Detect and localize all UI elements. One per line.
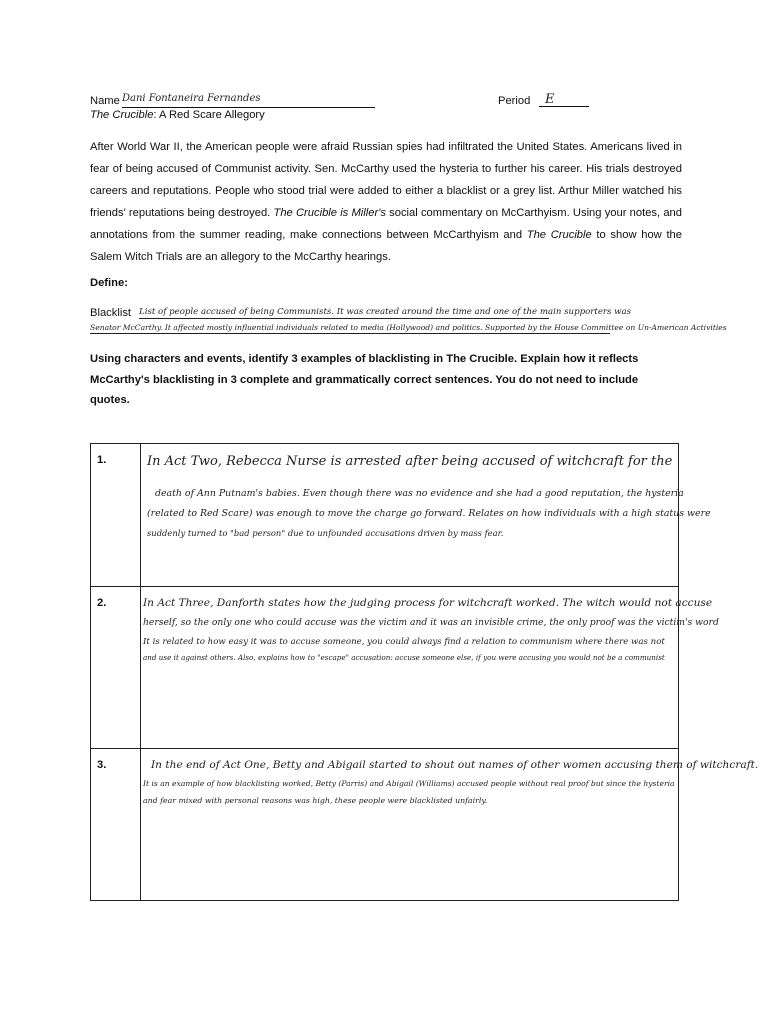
period-label: Period: [498, 95, 531, 107]
blacklist-label: Blacklist: [90, 307, 132, 319]
name-field[interactable]: Dani Fontaneira Fernandes: [122, 93, 375, 108]
name-label: Name: [90, 95, 120, 107]
answer-1-line-2[interactable]: death of Ann Putnam's babies. Even though there was no evidence and she had a good reputation, the hysteria: [155, 488, 684, 499]
row-number: 2.: [97, 597, 107, 609]
intro-part-2: social commentary on McCarthyism. Using your notes, and annotations from the summer reading, make connections between McCarthyism and: [90, 207, 683, 241]
number-cell: [91, 444, 141, 586]
answer-2-line-2[interactable]: herself, so the only one who could accuse was the victim and it was an invisible crime, the only proof was the victim's word: [143, 617, 719, 628]
intro-italic-1: The Crucible is Miller's: [273, 207, 386, 219]
intro-paragraph: [90, 136, 682, 268]
answer-2-line-3[interactable]: It is related to how easy it was to accuse someone, you could always find a relation to communism where there was not: [143, 637, 665, 647]
answer-2-line-1[interactable]: In Act Three, Danforth states how the judging process for witchcraft worked. The witch would not accuse: [143, 597, 713, 609]
answer-3-line-2[interactable]: It is an example of how blacklisting worked, Betty (Parris) and Abigail (Williams) accused people without real proof but since the hysteria: [143, 779, 675, 788]
answer-row-3: [91, 748, 759, 900]
blacklist-definition-line-1[interactable]: List of people accused of being Communists. It was created around the time and one of the main supporters was: [139, 307, 632, 317]
answer-2-line-4[interactable]: and use it against others. Also, explains how to "escape" accusation: accuse someone else, if you were accusing you would not be a communist: [143, 653, 665, 662]
header-line: [90, 92, 690, 109]
blacklist-definition-line-2[interactable]: Senator McCarthy. It affected mostly influential individuals related to media (Hollywood) and politics. Supported by the House Committee on Un-American Activities: [90, 323, 727, 332]
answer-1-line-1[interactable]: In Act Two, Rebecca Nurse is arrested after being accused of witchcraft for the: [147, 454, 673, 469]
answer-row-1: [91, 444, 711, 586]
title-rest: : A Red Scare Allegory: [153, 109, 265, 121]
number-cell: [91, 587, 141, 748]
instructions: Using characters and events, identify 3 examples of blacklisting in The Crucible. Explain how it reflects McCarthy's blacklisting in 3 complete and grammatically correct sentences. You do not need to include quotes.: [90, 353, 639, 406]
intro-part-3: to show how the Salem Witch Trials are an allegory to the McCarthy hearings.: [90, 229, 682, 263]
row-number: 1.: [97, 454, 107, 466]
answer-table: [90, 443, 759, 901]
answer-row-2: [91, 586, 719, 748]
answer-1-line-4[interactable]: suddenly turned to "bad person" due to unfounded accusations driven by mass fear.: [147, 528, 504, 538]
row-number: 3.: [97, 759, 107, 771]
intro-part-1: After World War II, the American people were afraid Russian spies had infiltrated the United States. Americans lived in fear of being accused of Communist activity. Sen. McCarthy used the hysteria to further his career. His trials destroyed careers and reputations. People who stood trial were added to either a blacklist or a grey list. Arthur Miller watched his friends' reputations being destroyed.: [90, 141, 682, 219]
intro-italic-2: The Crucible: [526, 229, 592, 241]
define-heading: Define:: [90, 277, 128, 289]
title-italic: The Crucible: [90, 109, 154, 121]
answer-1-line-3[interactable]: (related to Red Scare) was enough to move the charge go forward. Relates on how individuals with a high status were: [147, 508, 711, 519]
page-title: [90, 109, 265, 121]
answer-3-line-1[interactable]: In the end of Act One, Betty and Abigail started to shout out names of other women accusing them of witchcraft.: [151, 759, 759, 771]
number-cell: [91, 749, 141, 900]
answer-3-line-3[interactable]: and fear mixed with personal reasons was high, these people were blacklisted unfairly.: [143, 796, 488, 805]
period-field[interactable]: E: [539, 92, 589, 107]
